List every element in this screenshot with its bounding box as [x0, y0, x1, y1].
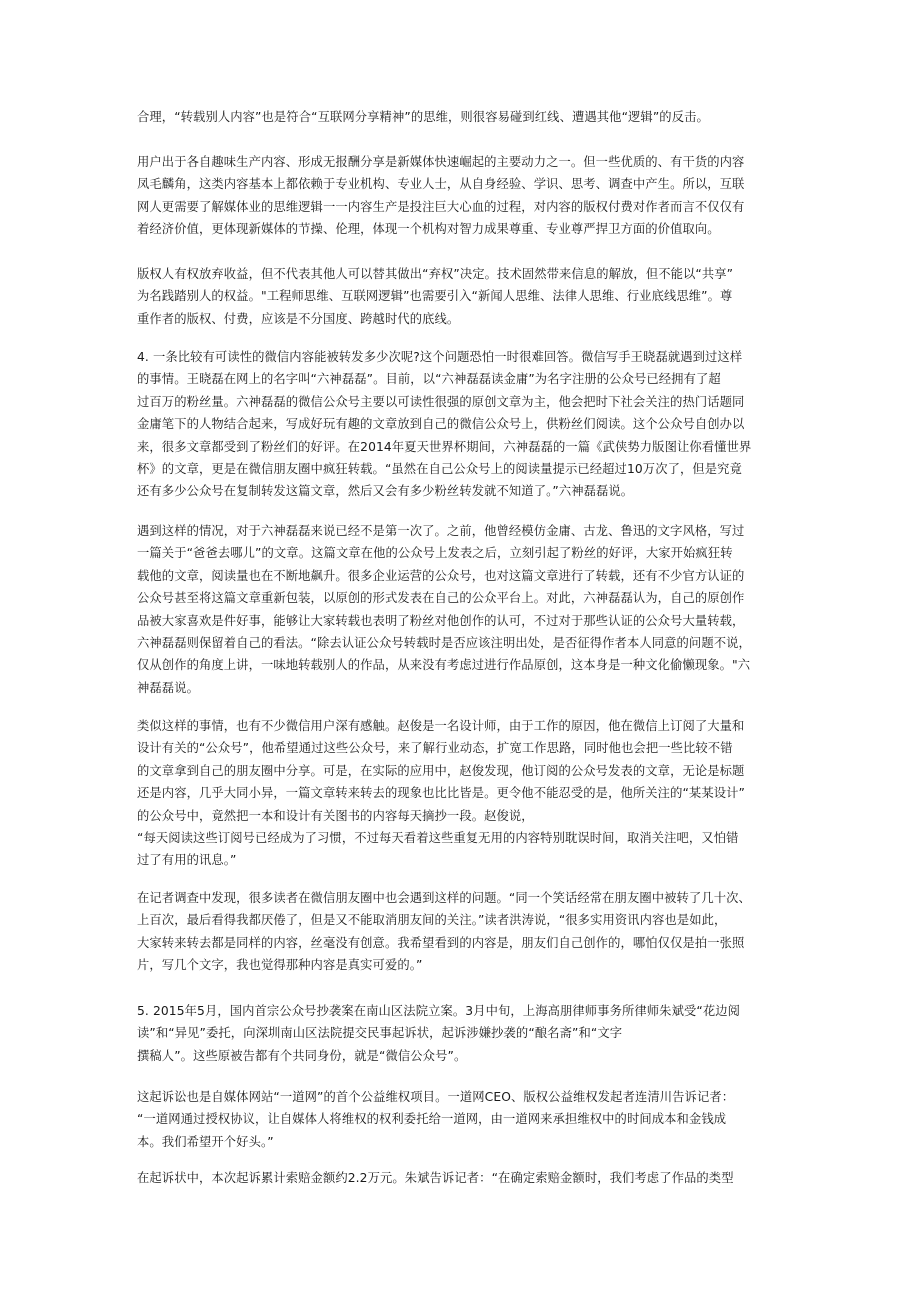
text-line: 还是内容，几乎大同小异，一篇文章转来转去的现象也比比皆是。更令他不能忍受的是，他所关注的“某某设计”: [137, 786, 745, 801]
paragraph: [137, 887, 797, 977]
text-line: 在记者调查中发现，很多读者在微信朋友圈中也会遇到这样的问题。“同一个笑话经常在朋友圈中被转了几十次、: [137, 891, 751, 905]
text-line: 杯》的文章，更是在微信朋友圈中疯狂转载。“虽然在自己公众号上的阅读量提示已经超过10万次了，但是究竟: [137, 462, 742, 477]
text-line: 类似这样的事情，也有不少微信用户深有感触。赵俊是一名设计师，由于工作的原因，他在微信上订阅了大量和: [137, 719, 745, 733]
text-line: “每天阅读这些订阅号已经成为了习惯，不过每天看着这些重复无用的内容特别耽误时间，取消关注吧，又怕错: [137, 831, 739, 846]
text-line: 神磊磊说。: [137, 680, 199, 695]
text-line: 在起诉状中，本次起诉累计索赔金额约2.2万元。朱斌告诉记者：“在确定索赔金额时，我们考虑了作品的类型: [137, 1171, 734, 1185]
text-line: 这起诉讼也是自媒体网站“一道网”的首个公益维权项目。一道网CEO、版权公益维权发起者连清川告诉记者：: [137, 1090, 735, 1104]
text-line: 为名践踏别人的权益。"工程师思维、互联网逻辑”也需要引入“新闻人思维、法律人思维、行业底线思维”。尊: [137, 289, 733, 304]
text-line: 重作者的版权、付费，应该是不分国度、跨越时代的底线。: [137, 311, 460, 326]
text-line: 一篇关于“爸爸去哪儿”的文章。这篇文章在他的公众号上发表之后，立刻引起了粉丝的好评，大家开始疯狂转: [137, 546, 733, 561]
text-line: 撰稿人”。这些原被告都有个共同身份，就是“微信公众号”。: [137, 1048, 467, 1063]
paragraph: [137, 151, 797, 241]
text-line: 公众号甚至将这篇文章重新包装，以原创的形式发表在自己的公众平台上。对此，六神磊磊认为，自己的原创作: [137, 591, 745, 606]
text-line: 读”和“异见”委托，向深圳南山区法院提交民事起诉状，起诉涉嫌抄袭的“酿名斋”和“文字: [137, 1026, 623, 1041]
text-line: 版权人有权放弃收益，但不代表其他人可以替其做出“弃权”决定。技术固然带来信息的解放，但不能以“共享”: [137, 267, 734, 281]
text-line: 用户出于各自趣味生产内容、形成无报酬分享是新媒体快速崛起的主要动力之一。但一些优质的、有干货的内容: [137, 155, 745, 169]
text-line: 过了有用的讯息。”: [137, 853, 237, 868]
text-line: 品被大家喜欢是件好事，能够让大家转载也表明了粉丝对他创作的认可，不过对于那些认证的公众号大量转载，: [137, 613, 745, 628]
paragraph: [137, 346, 797, 503]
text-line: 片，写几个文字，我也觉得那种内容是真实可爱的。”: [137, 958, 423, 973]
text-line: 的事情。王晓磊在网上的名字叫“六神磊磊”。目前，以“六神磊磊读金庸”为名字注册的公众号已经拥有了超: [137, 372, 721, 387]
text-line: 还有多少公众号在复制转发这篇文章，然后又会有多少粉丝转发就不知道了。”六神磊磊说。: [137, 484, 634, 499]
text-line: 上百次，最后看得我都厌倦了，但是又不能取消朋友间的关注。”读者洪涛说，“很多实用资讯内容也是如此，: [137, 913, 727, 928]
text-line: 本。我们希望开个好头。”: [137, 1134, 274, 1149]
text-line: 来，很多文章都受到了粉丝们的好评。在2014年夏天世界杯期间，六神磊磊的一篇《武侠势力版图让你看懂世界: [137, 439, 752, 454]
text-line: 大家转来转去都是同样的内容，丝毫没有创意。我希望看到的内容是，朋友们自己创作的，哪怕仅仅是拍一张照: [137, 935, 745, 950]
text-line: 仅从创作的角度上讲，一味地转载别人的作品，从来没有考虑过进行作品原创，这本身是一种文化偷懒现象。"六: [137, 658, 751, 673]
text-line: 凤毛麟角，这类内容基本上都依赖于专业机构、专业人士，从自身经验、学识、思考、调查中产生。所以，互联: [137, 177, 745, 192]
paragraph: [137, 520, 797, 699]
paragraph: [137, 715, 797, 872]
text-line: 合理，“转载别人内容”也是符合“互联网分享精神”的思维，则很容易碰到红线、遭遇其他“逻辑”的反击。: [137, 110, 709, 124]
paragraph: [137, 263, 797, 330]
text-line: 设计有关的“公众号”，他希望通过这些公众号，来了解行业动态，扩宽工作思路，同时他也会把一些比较不错: [137, 741, 733, 756]
text-line: 的文章拿到自己的朋友圈中分享。可是，在实际的应用中，赵俊发现，他订阅的公众号发表的文章，无论是标题: [137, 763, 745, 778]
text-line: 金庸笔下的人物结合起来，写成好玩有趣的文章放到自己的微信公众号上，供粉丝们阅读。这个公众号自创办以: [137, 417, 745, 432]
text-line: 着经济价值，更体现新媒体的节操、伦理，体现一个机构对智力成果尊重、专业尊严捍卫方面的价值取向。: [137, 222, 720, 237]
text-line: “一道网通过授权协议，让自媒体人将维权的权利委托给一道网，由一道网来承担维权中的时间成本和金钱成: [137, 1112, 727, 1127]
text-line: 遇到这样的情况，对于六神磊磊来说已经不是第一次了。之前，他曾经模仿金庸、古龙、鲁迅的文字风格，写过: [137, 524, 745, 538]
text-line: 的公众号中，竟然把一本和设计有关图书的内容每天摘抄一段。赵俊说，: [137, 808, 534, 823]
paragraph: [137, 106, 797, 128]
text-line: 载他的文章，阅读量也在不断地飙升。很多企业运营的公众号，也对这篇文章进行了转载，还有不少官方认证的: [137, 568, 745, 583]
paragraph: [137, 1000, 797, 1067]
paragraph: [137, 1167, 797, 1189]
text-line: 六神磊磊则保留着自己的看法。“除去认证公众号转载时是否应该注明出处，是否征得作者本人同意的问题不说，: [137, 636, 751, 651]
paragraph: [137, 1086, 797, 1153]
text-line: 5. 2015年5月，国内首宗公众号抄袭案在南山区法院立案。3月中旬，上海高朋律师事务所律师朱斌受“花边阅: [137, 1004, 741, 1018]
text-line: 过百万的粉丝量。六神磊磊的微信公众号主要以可读性很强的原创文章为主，他会把时下社会关注的热门话题同: [137, 394, 745, 409]
text-line: 网人更需要了解媒体业的思维逻辑一一内容生产是投注巨大心血的过程，对内容的版权付费对作者而言不仅仅有: [137, 199, 745, 214]
text-line: 4. 一条比较有可读性的微信内容能被转发多少次呢?这个问题恐怕一时很难回答。微信写手王晓磊就遇到过这样: [137, 350, 743, 364]
